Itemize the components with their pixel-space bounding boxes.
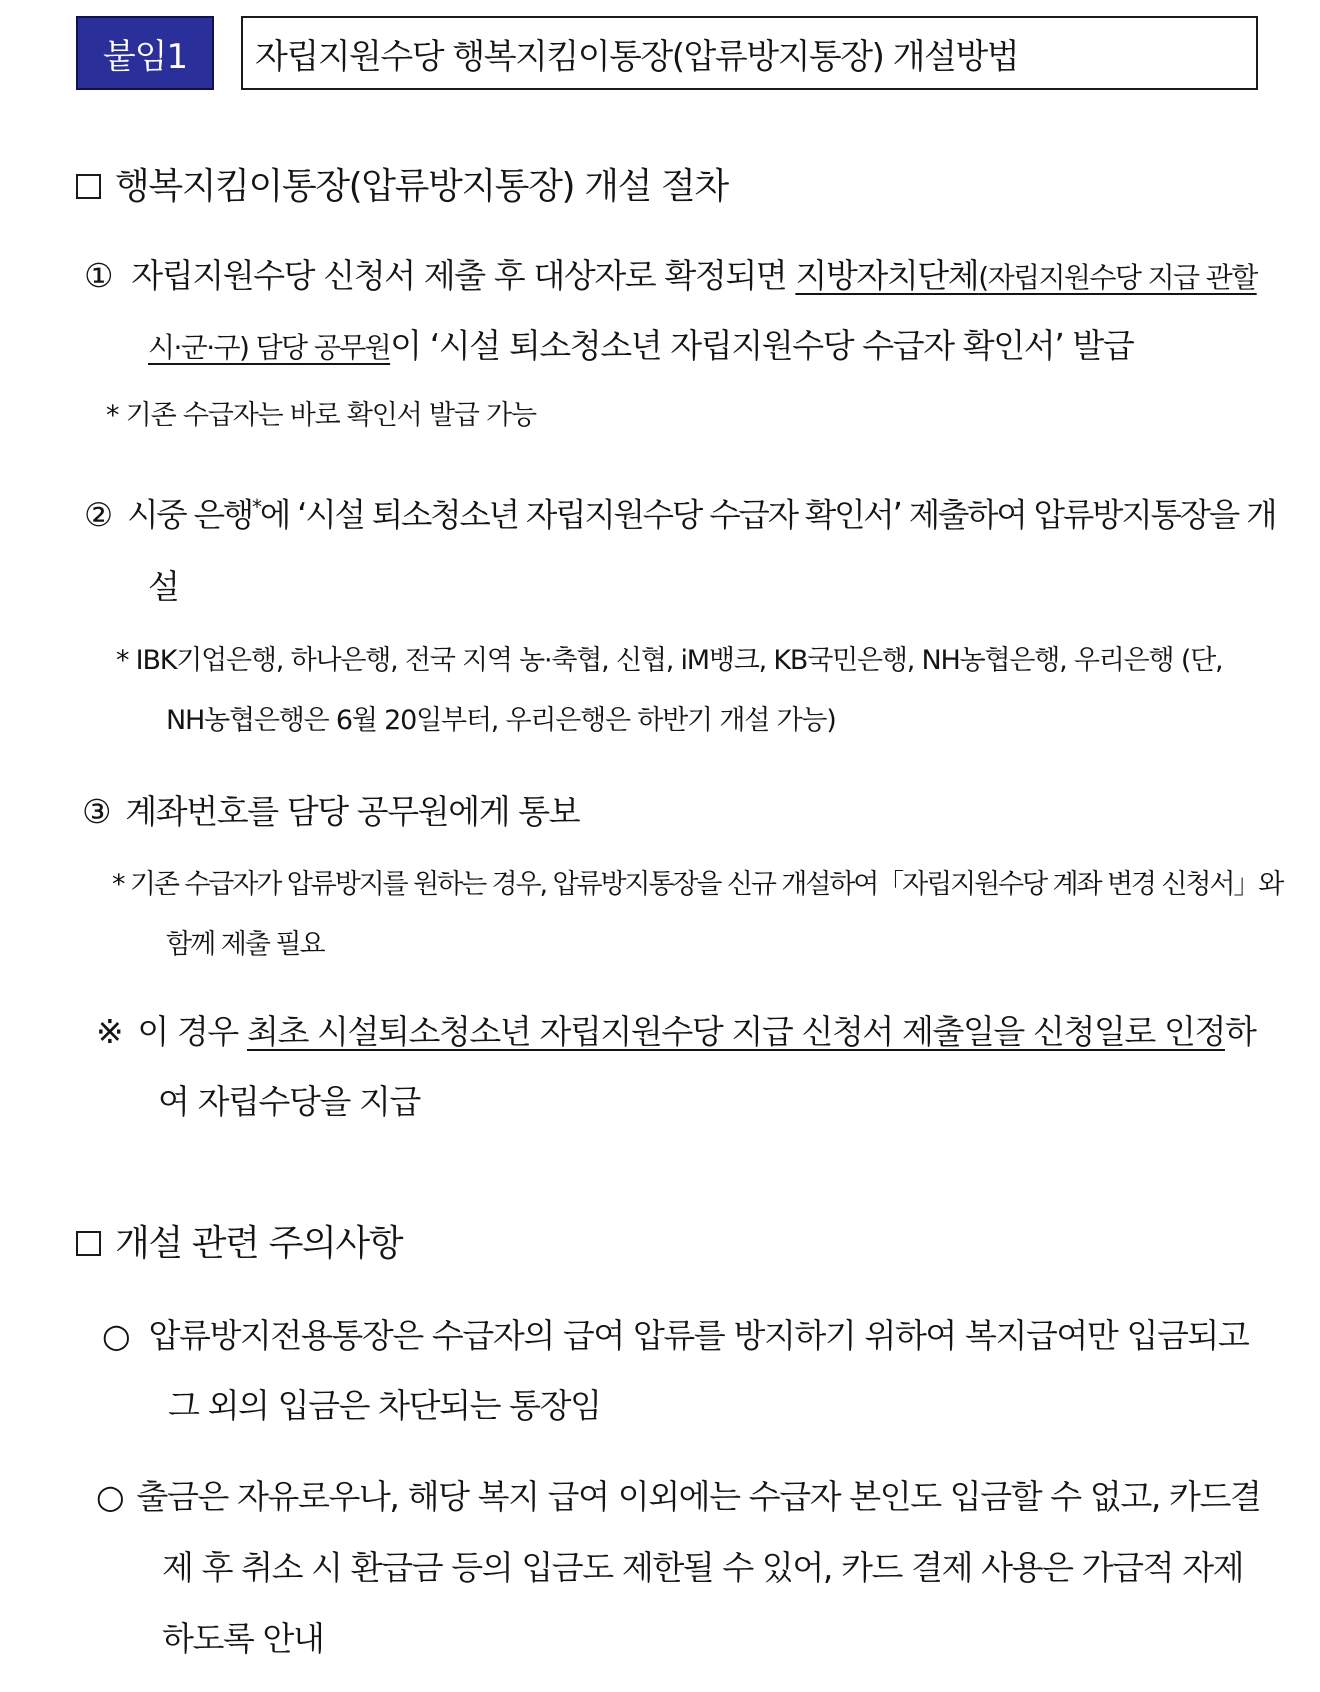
section1-heading-text: 행복지킴이통장(압류방지통장) 개설 절차	[115, 166, 728, 207]
item1-text: 압류방지전용통장은 수급자의 급여 압류를 방지하기 위하여 복지급여만 입금되고	[148, 1316, 1249, 1355]
step2-line1	[84, 490, 1275, 536]
item2-line3: 하도록 안내	[162, 1619, 324, 1658]
step1-line1	[84, 250, 1257, 297]
item1-line2: 그 외의 입금은 차단되는 통장임	[168, 1386, 601, 1425]
remark-underlined: 최초 시설퇴소청소년 자립지원수당 지급 신청서 제출일을 신청일로 인정	[246, 1012, 1225, 1051]
attachment-badge: 붙임1	[76, 16, 214, 90]
step1-text: 자립지원수당 신청서 제출 후 대상자로 확정되면	[131, 256, 796, 295]
step3-marker: ③	[82, 792, 111, 831]
step1-note: * 기존 수급자는 바로 확인서 발급 가능	[106, 400, 536, 431]
step3-note-line1: * 기존 수급자가 압류방지를 원하는 경우, 압류방지통장을 신규 개설하여「자립지원수당 계좌 변경 신청서」와	[112, 869, 1283, 900]
step1-underlined-authority: 지방자치단체	[795, 256, 979, 295]
item1-bullet-icon: ○	[102, 1316, 130, 1355]
item2-line2: 제 후 취소 시 환급금 등의 입금도 제한될 수 있어, 카드 결제 사용은 가급적 자제	[162, 1548, 1244, 1587]
step3-text: 계좌번호를 담당 공무원에게 통보	[125, 792, 580, 831]
step1-line2	[148, 320, 1133, 367]
step2-note-line1: * IBK기업은행, 하나은행, 전국 지역 농·축협, 신협, iM뱅크, KB국민은행, NH농협은행, 우리은행 (단,	[116, 645, 1223, 676]
step2-marker: ②	[84, 496, 111, 534]
section2-heading	[76, 1215, 402, 1266]
step2-note-line2: NH농협은행은 6월 20일부터, 우리은행은 하반기 개설 가능)	[166, 705, 836, 736]
item2-text: 출금은 자유로우나, 해당 복지 급여 이외에는 수급자 본인도 입금할 수 없고, 카드결	[136, 1477, 1261, 1516]
section1-heading	[76, 158, 728, 209]
step3-note-line2: 함께 제출 필요	[166, 929, 324, 960]
item2-bullet-icon: ○	[96, 1477, 124, 1516]
step2-bank-text: 시중 은행	[127, 496, 252, 534]
step3-line1	[82, 786, 579, 833]
step1-marker: ①	[84, 256, 113, 295]
item1-line1	[102, 1310, 1248, 1357]
remark-marker: ※	[96, 1012, 123, 1051]
step2-text: 에 ‘시설 퇴소청소년 자립지원수당 수급자 확인서’ 제출하여 압류방지통장을 개	[259, 496, 1276, 534]
remark-line2: 여 자립수당을 지급	[158, 1082, 421, 1121]
checkbox-square-icon	[76, 1231, 101, 1256]
remark-text: 이 경우	[137, 1012, 247, 1051]
item2-line1	[96, 1471, 1260, 1518]
step1-line2-text: 이 ‘시설 퇴소청소년 자립지원수당 수급자 확인서’ 발급	[390, 326, 1134, 365]
document-title: 자립지원수당 행복지킴이통장(압류방지통장) 개설방법	[241, 16, 1258, 90]
step2-line2: 설	[148, 567, 179, 606]
step2-asterisk: *	[252, 495, 260, 519]
section2-heading-text: 개설 관련 주의사항	[115, 1223, 403, 1264]
remark-line1	[96, 1006, 1255, 1053]
remark-text-end: 하	[1224, 1012, 1256, 1051]
step1-underlined-official: 시·군·구) 담당 공무원	[148, 331, 391, 364]
step1-underlined-jurisdiction: (자립지원수당 지급 관할	[978, 261, 1257, 294]
checkbox-square-icon	[76, 174, 101, 199]
